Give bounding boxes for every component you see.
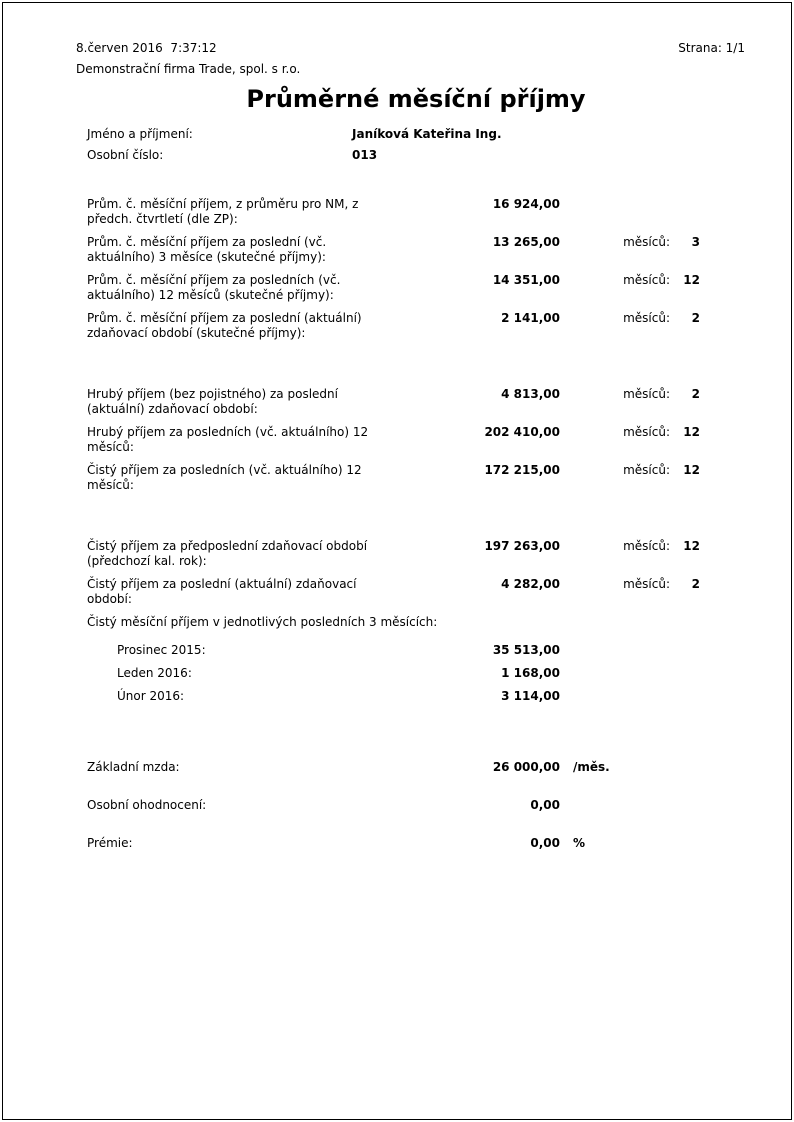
months-count: 12: [683, 425, 700, 439]
report-row: [87, 577, 745, 615]
row-value: 4 813,00: [501, 387, 560, 401]
report-row: [87, 463, 745, 501]
months-count: 2: [691, 387, 700, 401]
employee-info: [87, 124, 745, 166]
section-average-monthly-incomes: [87, 197, 745, 349]
row-value: 202 410,00: [484, 425, 560, 439]
row-value: 172 215,00: [484, 463, 560, 477]
row-value: 1 168,00: [501, 666, 560, 680]
row-label: Prům. č. měsíční příjem za poslední (vč. aktuálního) 3 měsíce (skutečné příjmy):: [87, 235, 327, 264]
months-caption: měsíců:: [623, 387, 670, 401]
row-label: Hrubý příjem za posledních (vč. aktuálního) 12 měsíců:: [87, 425, 369, 454]
months-count: 12: [683, 463, 700, 477]
employee-name-label: Jméno a příjmení:: [87, 127, 193, 141]
row-value: 0,00: [530, 798, 560, 812]
section-gross-net-income: [87, 387, 745, 501]
row-value: 2 141,00: [501, 311, 560, 325]
months-count: 12: [683, 539, 700, 553]
months-caption: měsíců:: [623, 539, 670, 553]
row-value: 197 263,00: [484, 539, 560, 553]
report-title: Průměrné měsíční příjmy: [246, 85, 586, 113]
months-caption: měsíců:: [623, 577, 670, 591]
row-label: Hrubý příjem (bez pojistného) za poslední (aktuální) zdaňovací období:: [87, 387, 338, 416]
row-label: Prémie:: [87, 836, 133, 850]
value-suffix: %: [573, 836, 586, 850]
report-row: [87, 387, 745, 425]
report-row: [87, 425, 745, 463]
value-suffix: /měs.: [573, 760, 610, 774]
months-count: 3: [691, 235, 700, 249]
months-caption: měsíců:: [623, 311, 670, 325]
report-datetime: 8.červen 2016 7:37:12: [76, 41, 217, 55]
row-label: Leden 2016:: [117, 666, 192, 680]
section-monthly-net-incomes: [87, 643, 745, 712]
report-row: [87, 666, 745, 689]
report-row: [87, 311, 745, 349]
row-label: Čistý měsíční příjem v jednotlivých posledních 3 měsících:: [87, 615, 438, 629]
employee-number-label: Osobní číslo:: [87, 148, 164, 162]
row-label: Čistý příjem za posledních (vč. aktuálního) 12 měsíců:: [87, 463, 362, 492]
months-caption: měsíců:: [623, 463, 670, 477]
row-label: Čistý příjem za poslední (aktuální) zdaňovací období:: [87, 577, 357, 606]
row-label: Prům. č. měsíční příjem za posledních (vč. aktuálního) 12 měsíců (skutečné příjmy):: [87, 273, 341, 302]
row-value: 3 114,00: [501, 689, 560, 703]
report-row: [87, 643, 745, 666]
months-count: 12: [683, 273, 700, 287]
employee-number-row: [87, 145, 745, 166]
row-value: 26 000,00: [492, 760, 560, 774]
row-value: 16 924,00: [492, 197, 560, 211]
months-count: 2: [691, 577, 700, 591]
months-count: 2: [691, 311, 700, 325]
row-label: Osobní ohodnocení:: [87, 798, 207, 812]
report-header: [0, 0, 794, 80]
row-value: 35 513,00: [492, 643, 560, 657]
employee-name-row: [87, 124, 745, 145]
row-label: Čistý příjem za předposlední zdaňovací období (předchozí kal. rok):: [87, 539, 368, 568]
section-net-income-periods: [87, 539, 745, 643]
months-caption: měsíců:: [623, 273, 670, 287]
row-label: Prosinec 2015:: [117, 643, 206, 657]
report-row: [87, 689, 745, 712]
months-caption: měsíců:: [623, 425, 670, 439]
report-row: [87, 798, 745, 836]
row-value: 4 282,00: [501, 577, 560, 591]
row-value: 14 351,00: [492, 273, 560, 287]
report-row: [87, 615, 745, 643]
report-row: [87, 836, 745, 874]
page-number: Strana: 1/1: [678, 41, 745, 55]
row-label: Prům. č. měsíční příjem, z průměru pro NM, z předch. čtvrtletí (dle ZP):: [87, 197, 359, 226]
row-label: Prům. č. měsíční příjem za poslední (aktuální) zdaňovací období (skutečné příjmy):: [87, 311, 362, 340]
company-name: Demonstrační firma Trade, spol. s r.o.: [76, 62, 301, 76]
employee-name-value: Janíková Kateřina Ing.: [352, 127, 502, 141]
report-row: [87, 273, 745, 311]
row-value: 13 265,00: [492, 235, 560, 249]
report-row: [87, 197, 745, 235]
employee-number-value: 013: [352, 148, 378, 162]
months-caption: měsíců:: [623, 235, 670, 249]
row-value: 0,00: [530, 836, 560, 850]
section-salary-components: [87, 760, 745, 874]
report-body: [87, 197, 745, 874]
row-label: Základní mzda:: [87, 760, 180, 774]
report-row: [87, 539, 745, 577]
report-row: [87, 235, 745, 273]
row-label: Únor 2016:: [117, 689, 185, 703]
report-row: [87, 760, 745, 798]
